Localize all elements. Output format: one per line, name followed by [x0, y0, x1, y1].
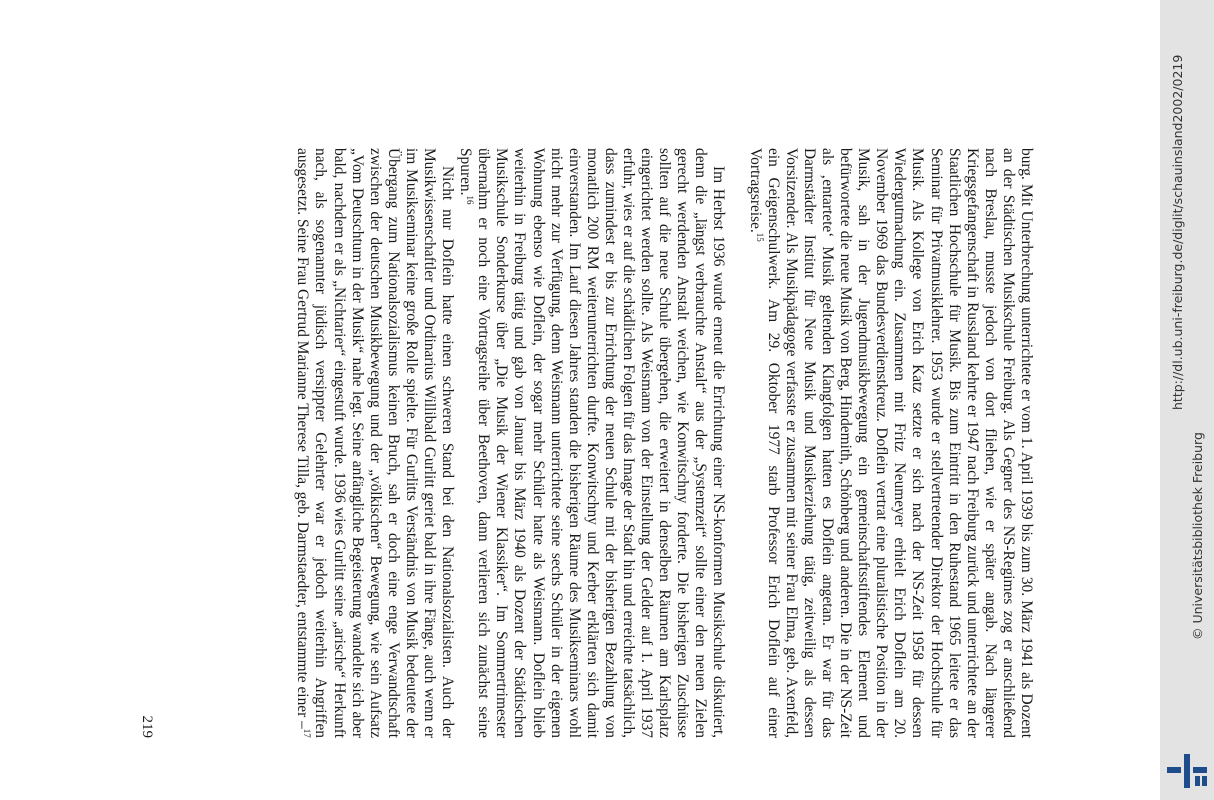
library-logo-icon: [1167, 752, 1209, 790]
body-text: [293, 148, 1035, 738]
footnote-ref-16: 16: [465, 195, 476, 205]
footnote-ref-17: 17: [302, 728, 313, 738]
page-number: 219: [139, 715, 155, 738]
paragraph-gap: [728, 148, 746, 738]
viewer-sidebar: [1160, 0, 1214, 800]
footnote-ref-15: 15: [754, 232, 765, 242]
paragraph-2: [456, 148, 727, 738]
paragraph-1-text: burg. Mit Unterbrechung unterrichtete er vom 1. April 1939 bis zum 30. März 1941 als Dozent an der Städtischen Musikschule Freiburg. Als Gegner des NS-Regimes zog er anschließend nach Breslau, musste jedoch von dort fliehen, wie er später angab. Nach längerer Kriegsgefangenschaft in Russland kehrte er 1947 nach Freiburg zurück und unterrichtete an der Staatlichen Hochschule für Musik. Bis zum Eintritt in den Ruhestand 1965 leitete er das Seminar für Privatmusiklehrer. 1953 wurde er stellvertretender Direktor der Hochschule für Musik. Als Kollege von Erich Katz setzte er sich nach der NS-Zeit 1958 für dessen Wiedergutmachung ein. Zusammen mit Fritz Neumeyer erhielt Erich Doflein am 20. November 1969 das Bundesverdienstkreuz. Doflein vertrat eine pluralistische Position in der Musik, sah in der Jugendmusikbewegung ein gemeinschaftsstiftendes Element und befürwortete die neue Musik von Berg, Hindemith, Schönberg und anderen. Die in der NS-Zeit als ‚entartete‘ Musik geltenden Klangfolgen hatten es Doflein angetan. Er war für das Darmstädter Institut für Neue Musik und Musikerziehung tätig, zeitweilig als dessen Vorsitzender. Als Musikpädagoge verfasste er zusammen mit seiner Frau Elma, geb. Axenfeld, ein Geigenschulwerk. Am 29. Oktober 1977 starb Professor Erich Doflein auf einer Vortragsreise.: [746, 148, 1035, 738]
paragraph-3-text: Nicht nur Doflein hatte einen schweren Stand bei den Nationalsozialisten. Auch der Musikwissenschaftler und Ordinarius Willibald Gurlitt geriet bald in ihre Fänge, auch wenn er im Musikseminar keine große Rolle spielte. Für Gurlitts Verständnis von Musik bedeutete der Übergang zum Nationalsozialismus keinen Bruch, sah er doch eine enge Verwandtschaft zwischen der deutschen Musikbewegung und der „völkischen“ Bewegung, wie sein Aufsatz „Vom Deutschtum in der Musik“ nahe legt. Seine anfängliche Begeisterung wandelte sich aber bald, nachdem er als „Nichtarier“ eingestuft wurde. 1936 wies Gurlitt seine „arische“ Herkunft nach, als sogenannter jüdisch versippter Gelehrter war er jedoch weiterhin Angriffen ausgesetzt. Seine Frau Gertrud Marianne Therese Tilla, geb. Darmstaedter, entstammte einer –: [294, 148, 457, 738]
paragraph-2-text: Im Herbst 1936 wurde erneut die Errichtung einer NS-konformen Musikschule diskutiert, denn die „längst verbrauchte Anstalt“ aus der „Systemzeit“ sollte einer den neuen Zielen gerecht werdenden Anstalt weichen, wie Konwitschny forderte. Die bisherigen Zuschüsse sollten auf die neue Schule übergehen, die erweitert in denselben Räumen am Karlsplatz eingerichtet werden sollte. Als Weismann von der Einstellung der Gelder auf 1. April 1937 erfuhr, wies er auf die schädlichen Folgen für das Image der Stadt hin und erreichte tatsächlich, dass zumindest er bis zur Errichtung der neuen Schule mit der bisherigen Bezahlung von monatlich 200 RM weiterunterrichten durfte. Konwitschny und Kerber erklärten sich damit einverstanden. Im Lauf diesen Jahres standen die bisherigen Räume des Musikseminars wohl nicht mehr zur Verfügung, denn Weismann unterrichtete seine sechs Schüler in der eigenen Wohnung ebenso wie Doflein, der sogar mehr Schüler hatte als Weismann. Doflein blieb weiterhin in Freiburg tätig und gab von Januar bis März 1940 als Dozent der Städtischen Musikschule Sonderkurse über „Die Musik der Wiener Klassiker“. Im Sommertrimester übernahm er noch eine Vortragsreihe über Beethoven, dann verlieren sich zunächst seine Spuren.: [457, 148, 728, 738]
paragraph-3: [293, 148, 456, 738]
paragraph-1: [746, 148, 1036, 738]
source-url-link[interactable]: http://dl.ub.uni-freiburg.de/diglit/schauinsland2002/0219: [1170, 54, 1185, 410]
rotated-text-area: [130, 148, 1035, 738]
copyright-credit: © Universitätsbibliothek Freiburg: [1190, 432, 1205, 640]
